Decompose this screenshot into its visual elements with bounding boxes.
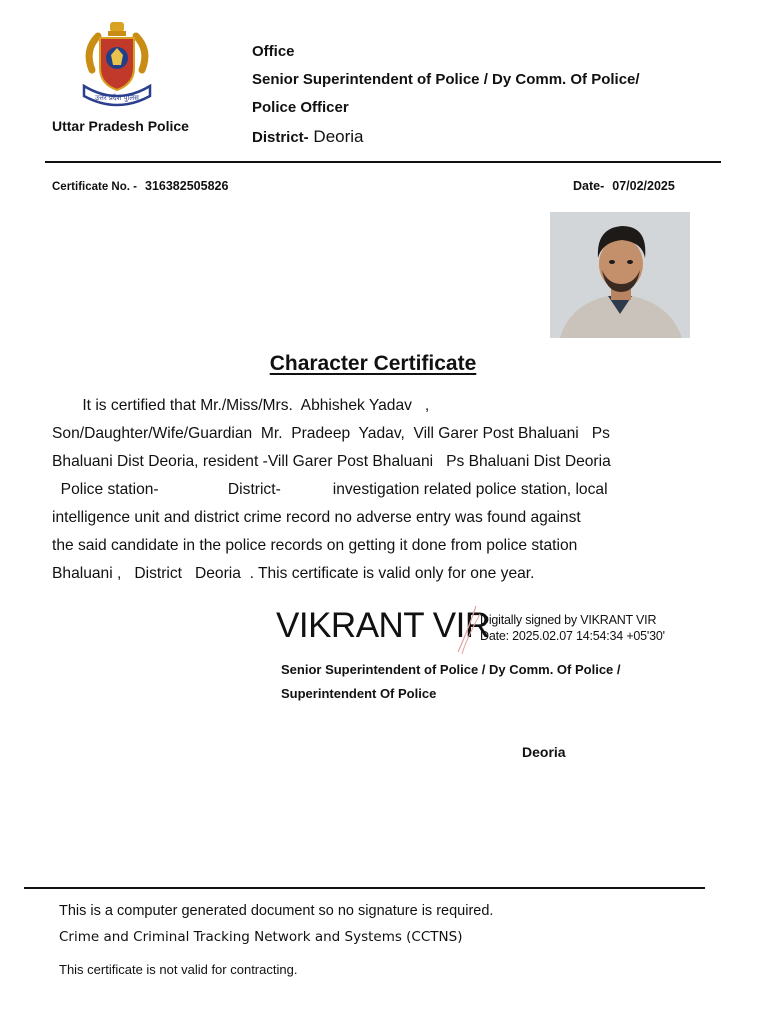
body-line: Son/Daughter/Wife/Guardian Mr. Pradeep Yadav, Vill Garer Post Bhaluani Ps [52,425,610,442]
certificate-date [573,179,675,193]
district-value: Deoria [308,127,364,146]
footer-divider [24,887,705,889]
signature-name: VIKRANT VIR [276,606,490,645]
certificate-number [52,179,228,193]
org-name: Uttar Pradesh Police [52,118,189,134]
emblem-ribbon-text: उत्तर प्रदेश पुलिस [95,94,139,102]
footer-note-1: This is a computer generated document so no signature is required. [59,903,494,919]
header-divider [45,161,721,163]
signatory-line-2: Superintendent Of Police [281,686,437,701]
signature-date: Date: 2025.02.07 14:54:34 +05'30' [480,629,665,643]
footer-note-3: This certificate is not valid for contracting. [59,962,298,977]
signature-signed-by: Digitally signed by VIKRANT VIR [480,613,657,627]
body-line: Bhaluani , District Deoria . This certificate is valid only for one year. [52,565,535,582]
date-value: 07/02/2025 [612,179,675,193]
body-line: Bhaluani Dist Deoria, resident -Vill Garer Post Bhaluani Ps Bhaluani Dist Deoria [52,453,611,470]
signatory-district: Deoria [522,744,566,760]
applicant-photo [550,212,690,338]
office-line-2: Senior Superintendent of Police / Dy Comm. Of Police/ [252,71,640,88]
date-label: Date- [573,179,605,193]
footer-note-2: Crime and Criminal Tracking Network and Systems (CCTNS) [59,929,463,945]
district-line [252,123,364,152]
body-line: the said candidate in the police records on getting it done from police station [52,537,578,554]
certificate-number-label: Certificate No. - [52,181,137,193]
certificate-number-value: 316382505826 [145,179,229,193]
office-line-1: Office [252,43,295,60]
office-line-3: Police Officer [252,99,349,116]
body-line: It is certified that Mr./Miss/Mrs. Abhishek Yadav , [52,397,430,414]
signature-details [480,612,665,644]
body-line: Police station- District- investigation related police station, local [52,481,608,498]
body-line: intelligence unit and district crime record no adverse entry was found against [52,509,581,526]
signatory-line-1: Senior Superintendent of Police / Dy Comm. Of Police / [281,662,621,677]
document-title-text: Character Certificate [269,352,477,375]
district-label: District- [252,129,309,146]
up-police-emblem [78,20,156,110]
document-title [0,352,746,376]
